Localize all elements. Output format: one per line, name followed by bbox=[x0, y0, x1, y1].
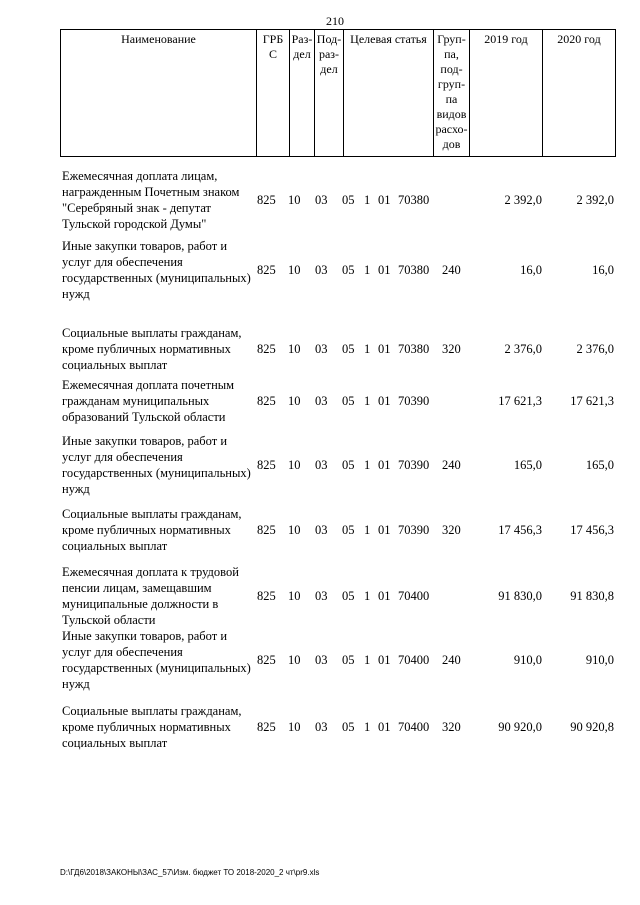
target-part3-cell: 01 bbox=[378, 458, 391, 472]
grbs-cell: 825 bbox=[257, 458, 276, 472]
target-part1-cell: 05 bbox=[342, 263, 355, 277]
group-cell: 320 bbox=[442, 342, 461, 356]
razdel-cell: 10 bbox=[288, 263, 301, 277]
target-part4-cell: 70380 bbox=[398, 342, 430, 356]
target-part4-cell: 70380 bbox=[398, 263, 430, 277]
grbs-cell: 825 bbox=[257, 193, 276, 207]
target-part1-cell: 05 bbox=[342, 342, 355, 356]
value-2020-cell: 16,0 bbox=[592, 263, 614, 277]
value-2019-cell: 16,0 bbox=[520, 263, 542, 277]
podrazdel-cell: 03 bbox=[315, 193, 328, 207]
group-cell: 320 bbox=[442, 720, 461, 734]
name-cell: Ежемесячная доплата почетным гражданам муниципальных образований Тульской области bbox=[62, 378, 235, 424]
podrazdel-cell: 03 bbox=[315, 342, 328, 356]
target-part3-cell: 01 bbox=[378, 653, 391, 667]
target-part2-cell: 1 bbox=[364, 720, 371, 734]
razdel-cell: 10 bbox=[288, 193, 301, 207]
podrazdel-cell: 03 bbox=[315, 458, 328, 472]
grbs-cell: 825 bbox=[257, 342, 276, 356]
group-cell: 240 bbox=[442, 263, 461, 277]
razdel-cell: 10 bbox=[288, 394, 301, 408]
header-group: Груп-па, под-груп-па видов расхо-дов bbox=[434, 30, 470, 157]
target-part2-cell: 1 bbox=[364, 458, 371, 472]
target-part2-cell: 1 bbox=[364, 342, 371, 356]
podrazdel-cell: 03 bbox=[315, 523, 328, 537]
header-grbs: ГРБ С bbox=[257, 30, 290, 157]
target-part1-cell: 05 bbox=[342, 523, 355, 537]
target-part4-cell: 70390 bbox=[398, 394, 430, 408]
name-cell: Социальные выплаты гражданам, кроме публичных нормативных социальных выплат bbox=[62, 326, 242, 372]
target-part3-cell: 01 bbox=[378, 589, 391, 603]
value-2020-cell: 17 456,3 bbox=[570, 523, 614, 537]
target-part4-cell: 70390 bbox=[398, 458, 430, 472]
target-part3-cell: 01 bbox=[378, 720, 391, 734]
header-podrazdel: Под-раз-дел bbox=[315, 30, 344, 157]
group-cell: 320 bbox=[442, 523, 461, 537]
target-part3-cell: 01 bbox=[378, 193, 391, 207]
target-part2-cell: 1 bbox=[364, 653, 371, 667]
target-part4-cell: 70390 bbox=[398, 523, 430, 537]
header-name: Наименование bbox=[61, 30, 257, 157]
group-cell: 240 bbox=[442, 653, 461, 667]
grbs-cell: 825 bbox=[257, 589, 276, 603]
name-cell: Социальные выплаты гражданам, кроме публичных нормативных социальных выплат bbox=[62, 507, 242, 553]
value-2020-cell: 17 621,3 bbox=[570, 394, 614, 408]
name-cell: Социальные выплаты гражданам, кроме публичных нормативных социальных выплат bbox=[62, 704, 242, 750]
value-2019-cell: 2 392,0 bbox=[504, 193, 542, 207]
target-part3-cell: 01 bbox=[378, 342, 391, 356]
target-part2-cell: 1 bbox=[364, 394, 371, 408]
value-2019-cell: 17 621,3 bbox=[498, 394, 542, 408]
target-part3-cell: 01 bbox=[378, 263, 391, 277]
target-part4-cell: 70380 bbox=[398, 193, 430, 207]
razdel-cell: 10 bbox=[288, 523, 301, 537]
header-target: Целевая статья bbox=[344, 30, 434, 157]
value-2020-cell: 910,0 bbox=[585, 653, 614, 667]
target-part4-cell: 70400 bbox=[398, 720, 430, 734]
target-part1-cell: 05 bbox=[342, 458, 355, 472]
value-2019-cell: 90 920,0 bbox=[498, 720, 542, 734]
name-cell: Ежемесячная доплата к трудовой пенсии лицам, замещавшим муниципальные должности в Тульской области bbox=[62, 565, 239, 627]
target-part1-cell: 05 bbox=[342, 394, 355, 408]
table-header bbox=[60, 29, 616, 157]
value-2020-cell: 2 376,0 bbox=[576, 342, 614, 356]
podrazdel-cell: 03 bbox=[315, 394, 328, 408]
grbs-cell: 825 bbox=[257, 263, 276, 277]
value-2020-cell: 91 830,8 bbox=[570, 589, 614, 603]
target-part4-cell: 70400 bbox=[398, 653, 430, 667]
file-path-footer: D:\ГД6\2018\ЗАКОНЫ\ЗАС_57\Изм. бюджет ТО 2018-2020_2 чт\pr9.xls bbox=[60, 868, 320, 877]
grbs-cell: 825 bbox=[257, 523, 276, 537]
razdel-cell: 10 bbox=[288, 653, 301, 667]
value-2019-cell: 2 376,0 bbox=[504, 342, 542, 356]
value-2019-cell: 165,0 bbox=[513, 458, 542, 472]
target-part3-cell: 01 bbox=[378, 523, 391, 537]
target-part1-cell: 05 bbox=[342, 589, 355, 603]
value-2020-cell: 2 392,0 bbox=[576, 193, 614, 207]
target-part2-cell: 1 bbox=[364, 263, 371, 277]
name-cell: Иные закупки товаров, работ и услуг для обеспечения государственных (муниципальных) нужд bbox=[62, 629, 251, 691]
target-part2-cell: 1 bbox=[364, 193, 371, 207]
name-cell: Иные закупки товаров, работ и услуг для обеспечения государственных (муниципальных) нужд bbox=[62, 434, 251, 496]
value-2020-cell: 165,0 bbox=[585, 458, 614, 472]
target-part4-cell: 70400 bbox=[398, 589, 430, 603]
header-2019: 2019 год bbox=[470, 30, 543, 157]
value-2019-cell: 910,0 bbox=[513, 653, 542, 667]
grbs-cell: 825 bbox=[257, 720, 276, 734]
podrazdel-cell: 03 bbox=[315, 589, 328, 603]
page-number: 210 bbox=[326, 14, 344, 28]
grbs-cell: 825 bbox=[257, 653, 276, 667]
value-2019-cell: 17 456,3 bbox=[498, 523, 542, 537]
podrazdel-cell: 03 bbox=[315, 653, 328, 667]
razdel-cell: 10 bbox=[288, 458, 301, 472]
target-part3-cell: 01 bbox=[378, 394, 391, 408]
target-part1-cell: 05 bbox=[342, 653, 355, 667]
header-2020: 2020 год bbox=[543, 30, 616, 157]
razdel-cell: 10 bbox=[288, 720, 301, 734]
header-razdel: Раз-дел bbox=[290, 30, 315, 157]
razdel-cell: 10 bbox=[288, 589, 301, 603]
name-cell: Иные закупки товаров, работ и услуг для обеспечения государственных (муниципальных) нужд bbox=[62, 239, 251, 301]
target-part2-cell: 1 bbox=[364, 589, 371, 603]
podrazdel-cell: 03 bbox=[315, 263, 328, 277]
target-part2-cell: 1 bbox=[364, 523, 371, 537]
name-cell: Ежемесячная доплата лицам, награжденным Почетным знаком "Серебряный знак - депутат Тульской городской Думы" bbox=[62, 169, 240, 231]
value-2019-cell: 91 830,0 bbox=[498, 589, 542, 603]
razdel-cell: 10 bbox=[288, 342, 301, 356]
target-part1-cell: 05 bbox=[342, 720, 355, 734]
group-cell: 240 bbox=[442, 458, 461, 472]
grbs-cell: 825 bbox=[257, 394, 276, 408]
value-2020-cell: 90 920,8 bbox=[570, 720, 614, 734]
target-part1-cell: 05 bbox=[342, 193, 355, 207]
podrazdel-cell: 03 bbox=[315, 720, 328, 734]
